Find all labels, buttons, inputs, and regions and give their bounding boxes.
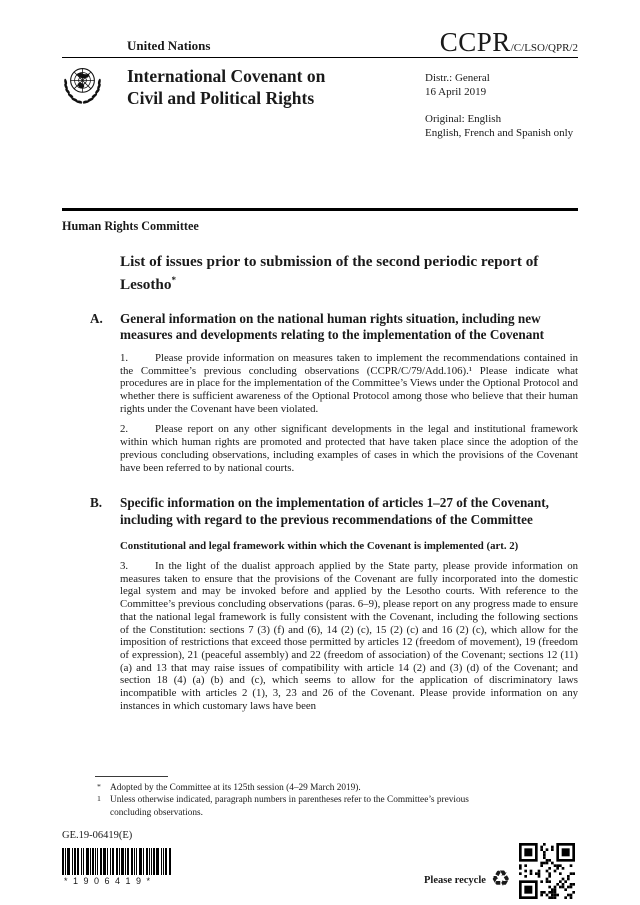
footnotes-area [62,776,510,819]
covenant-title-line1: International Covenant on [127,66,326,86]
qr-code-icon [519,843,575,899]
distribution-info [425,71,490,99]
footnote-1-marker: 1 [97,794,101,804]
footnote-separator [95,776,168,777]
section-divider-rule [62,208,578,211]
footnote-adoption-text: Adopted by the Committee at its 125th session (4–29 March 2019). [110,783,361,793]
section-b-title: Specific information on the implementation of articles 1–27 of the Covenant, including with regard to the previous recommendations of the Committee [120,495,549,527]
ge-number: GE.19-06419(E) [62,830,133,841]
covenant-title [127,66,325,109]
barcode [62,848,176,886]
recycle-label: Please recycle [424,874,486,886]
paragraph-3 [120,560,578,712]
title-footnote-marker: * [171,275,176,285]
document-symbol-prefix: CCPR [439,27,511,57]
barcode-text: *1906419* [64,876,156,886]
footnote-adoption [62,782,510,794]
original-language: Original: English [425,113,502,125]
paragraph-1-number: 1. [120,351,129,364]
paragraph-2-number: 2. [120,423,129,436]
section-a-label: A. [90,311,103,327]
paragraph-1 [120,352,578,416]
recycle-icon: ♻ [490,867,511,892]
footnote-1 [62,794,510,819]
section-b-label: B. [90,495,103,511]
section-a-heading [62,311,578,344]
header-rule [62,57,578,58]
page-title-text: List of issues prior to submission of the second periodic report of Lesotho [120,253,539,294]
footnote-adoption-marker: * [97,782,101,791]
distr-type: Distr.: General [425,72,490,84]
paragraph-3-text: In the light of the dualist approach applied by the State party, please provide information on measures taken to ensure that the provisions of the Covenant are fully incorporated into the domestic legal system and may be invoked before and applied by the Lesotho courts. With reference to the Committee’s previous concluding observations (paras. 6–9), please report on any progress made to ensure that the national legal framework is fully consistent with the Covenant, including the following sections of the Constitution: sections 7 (3) (f) and (6), 14 (2) (c), 15 (2) (c) and 16 (2) (c), which allow for the imposition of restrictions that exceed those permitted by articles 12 (freedom of movement), 19 (freedom of expression), 21 (peaceful assembly) and 22 (freedom of association) of the Covenant; sections 12 (11) (a) and 13 that may raise issues of compatibility with article 14 (2) and (3) (d) of the Covenant; and section 18 (4) (a) (b) and (c), which seems to allow for the application of discriminatory laws incompatible with articles 2 (1), 3, 23 and 26 of the Covenant. Please provide information on any instances in which customary laws have been [120,560,578,712]
section-a-title: General information on the national human rights situation, including new measures and developments relating to the implementation of the Covenant [120,311,545,343]
paragraph-1-text: Please provide information on measures taken to implement the recommendations contained in the Committee’s previous concluding observations (CCPR/C/79/Add.106).¹ Please indicate what procedures are in place for the implementation of the Committee’s Views under the Optional Protocol and whether there is sufficient awareness of the Optional Protocol among those who believe that their human rights under the Covenant have been violated. [120,351,578,415]
recycle-note [424,869,511,891]
document-symbol [440,27,578,58]
language-info [425,112,573,140]
subsection-heading: Constitutional and legal framework within which the Covenant is implemented (art. 2) [120,540,519,553]
section-b-heading [62,495,578,528]
covenant-title-line2: Civil and Political Rights [127,87,315,108]
paragraph-2-text: Please report on any other significant developments in the legal and institutional framework within which human rights are promoted and protected that have taken place since the adoption of the previous concluding observations, including examples of cases in which the provisions of the Covenant have been referred to by national courts. [120,423,578,474]
paragraph-3-number: 3. [120,560,129,573]
document-body [62,252,578,712]
committee-name: Human Rights Committee [62,219,199,233]
un-emblem-icon [58,63,107,112]
org-name: United Nations [127,38,211,53]
barcode-bars-icon [62,848,176,875]
page-title [120,252,570,294]
document-symbol-suffix: /C/LSO/QPR/2 [510,42,578,54]
available-languages: English, French and Spanish only [425,127,574,139]
paragraph-2 [120,423,578,474]
footnote-1-text: Unless otherwise indicated, paragraph numbers in parentheses refer to the Committee’s previous concluding observations. [110,795,469,818]
distr-date: 16 April 2019 [425,86,487,98]
